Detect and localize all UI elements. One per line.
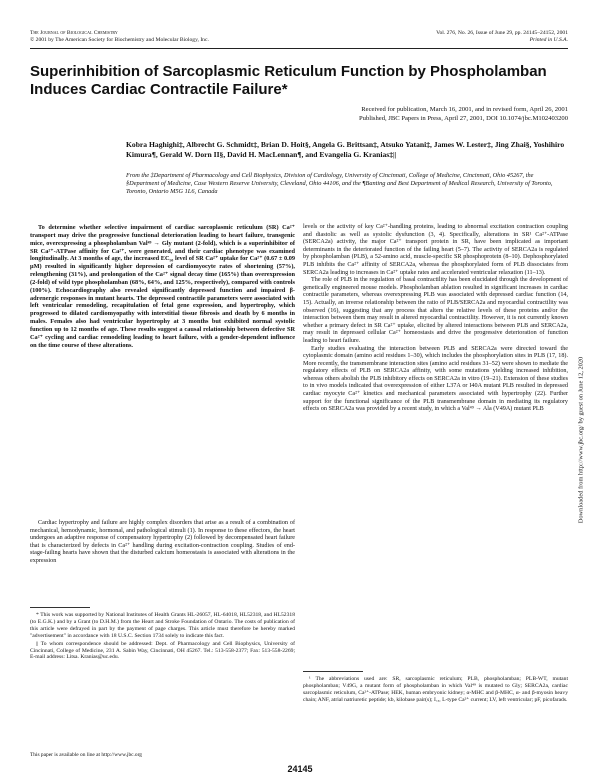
page-number: 24145 (287, 764, 313, 774)
footnotes (30, 612, 295, 662)
copyright-line: © 2001 by The American Society for Biochemistry and Molecular Biology, Inc. (30, 37, 209, 43)
body-paragraph: Early studies evaluating the interaction between PLB and SERCA2a were directed toward the cytoplasmic domain (amino acid residues 1–30), which includes the phosphorylation sites in PLB (17, 18). More recently, the transmembrane interaction sites (amino acid residues 31–52) were shown to mediate the regulatory effects of PLB on SERCA2a affinity, with some mutations yielding increased inhibition, whereas others abolish the PLB inhibitory effects on SERCA2a in vitro (19–21). Extension of these studies to in vivo models indicated that overexpression of either L37A or I40A mutant PLB resulted in depressed cardiac myocyte Ca²⁺ kinetics and mechanical parameters associated with hypertrophy (22). Further support for the functional significance of the PLB transmembrane domain in mediating its regulatory effects on SERCA2a was provided by a recent study, in which a Val⁴⁹ → Ala (V49A) mutant PLB (303, 345, 568, 413)
journal-header-left (30, 30, 209, 44)
body-paragraph: levels or the activity of key Ca²⁺-handling proteins, leading to abnormal excitation contraction coupling and diastolic as well as systolic dysfunction (3, 4). Specifically, alterations in SR¹ Ca²⁺-ATPase (SERCA2a) activity, the major Ca²⁺ transport protein in SR, have been implicated as important determinants in the deteriorated function of the failing heart (5–7). The activity of SERCA2a is regulated by phospholamban (PLB), a 52-amino acid, muscle-specific SR phosphoprotein (8–10). Dephosphorylated PLB inhibits the Ca²⁺ affinity of SERCA2a, whereas the phosphorylated form of PLB dissociates from SERCA2a leading to increases in Ca²⁺ uptake rates and accelerated ventricular relaxation (11–13). (303, 224, 568, 276)
download-watermark (574, 270, 588, 610)
article-title: Superinhibition of Sarcoplasmic Reticulum Function by Phospholamban Induces Cardiac Contractile Failure* (30, 63, 547, 98)
journal-name: The Journal of Biological Chemistry (30, 30, 118, 36)
published-info: Published, JBC Papers in Press, April 27, 2001, DOI 10.1074/jbc.M102403200 (359, 114, 568, 122)
abbreviations-text: ¹ The abbreviations used are: SR, sarcoplasmic reticulum; PLB, phospholamban; PLB-WT, mutant phospholamban; V49G, a mutant form of phospholamban in which Val⁴⁹ is mutated to Gly; SERCA2a, cardiac sarcoplasmic reticulum, Ca²⁺-ATPase; HEK, human embryonic kidney; α-MHC and β-MHC, α- and β-myosin heavy chain; ANF, atrial natriuretic peptide; kb, kilobase pair(s); I꜀ₐ, L-type Ca²⁺ current; LV, left ventricular; pF, picofarads. (303, 676, 568, 703)
received-dates: Received for publication, March 16, 2001, and in revised form, April 26, 2001 (361, 106, 568, 113)
funding-footnote: * This work was supported by National Institutes of Health Grants HL-26057, HL-64018, HL52318, and HL52318 (to E.G.K.) and by a Grant (to D.H.M.) from the Heart and Stroke Foundation of Ontario. The costs of publication of this article were defrayed in part by the payment of page charges. This article must therefore be hereby marked "advertisement" in accordance with 18 U.S.C. Section 1734 solely to indicate this fact. (30, 612, 295, 639)
right-column (303, 224, 568, 414)
abstract (30, 224, 295, 350)
abbreviations-footnote (303, 676, 568, 704)
affiliations: From the ‡Department of Pharmacology and Cell Biophysics, Division of Cardiology, University of Cincinnati, College of Medicine, Cincinnati, Ohio 45267, the §Department of Medicine, Case Western Reserve University, Cleveland, Ohio 44106, and the ¶Banting and Best Department of Medical Research, University of Toronto, Toronto, Ontario M5G 1L6, Canada (126, 172, 553, 195)
correspondence-footnote: || To whom correspondence should be addressed: Dept. of Pharmacology and Cell Biophysics, University of Cincinnati, College of Medicine, 231 A. Sabin Way, Cincinnati, OH 45267. Tel.: 513-558-2377; Fax: 513-558-2269; E-mail address: Litsa. Kranias@uc.edu. (30, 640, 295, 661)
body-paragraph: The role of PLB in the regulation of basal contractility has been elucidated through the development of genetically engineered mouse models. Phospholamban ablation resulted in significant increases in cardiac contractile parameters, whereas overexpressing PLB was associated with depressed cardiac function (14, 15). Actually, an inverse relationship between the ratio of PLB/SERCA2a and myocardial contractility was observed (16), suggesting that any process that alters the relative levels of these proteins and/or the interaction between them may result in altered myocardial contractility. However, it is not currently known whether a primary defect in SR Ca²⁺ uptake, elicited by altered interactions between PLB and SERCA2a, may result in depressed cellular Ca²⁺ homeostasis and drive the progressive deterioration of function leading to heart failure. (303, 277, 568, 344)
abstract-text: To determine whether selective impairment of cardiac sarcoplasmic reticulum (SR) Ca²⁺ transport may drive the progressive functional deterioration leading to heart failure, transgenic mice, overexpressing a phospholamban Val⁴⁹ → Gly mutant (2-fold), which is a superinhibitor of SR Ca²⁺-ATPase affinity for Ca²⁺, were generated, and their cardiac phenotype was examined longitudinally. At 3 months of age, the increased EC₅₀ level of SR Ca²⁺ uptake for Ca²⁺ (0.67 ± 0.09 μM) resulted in significantly higher depression of cardiomyocyte rates of shortening (57%), relengthening (31%), and prolongation of the Ca²⁺ signal decay time (165%) than overexpression (2-fold) of wild type phospholamban (68%, 64%, and 125%, respectively), compared with controls (100%). Echocardiography also revealed significantly depressed function and impaired β-adrenergic responses in mutant hearts. The depressed contractile parameters were associated with left ventricular remodeling, recapitulation of fetal gene expression, and hypertrophy, which progressed to dilated cardiomyopathy with interstitial tissue fibrosis and death by 6 months in males. Females also had ventricular hypertrophy at 3 months but exhibited normal systolic function up to 12 months of age. These results suggest a causal relationship between defective SR Ca²⁺ cycling and cardiac remodeling leading to heart failure, with a gender-dependent influence on the time course of these alterations. (30, 224, 295, 349)
download-watermark-text: Downloaded from http://www.jbc.org/ by guest on June 12, 2020 (577, 356, 585, 524)
abbrev-rule (303, 671, 363, 672)
journal-header-right (436, 30, 568, 44)
intro-paragraph: Cardiac hypertrophy and failure are highly complex disorders that arise as a result of a combination of mechanical, hemodynamic, hormonal, and pathological stimuli (1). In response to these effectors, the heart undergoes an adaptive response of compensatory hypertrophy (2) followed by decompensated heart failure that is characterized by defects in Ca²⁺ handling during excitation-contraction coupling. Studies of end-stage-failing hearts have shown that the disturbed calcium homeostasis is associated with alterations in the expression (30, 520, 295, 564)
author-list: Kobra Haghighi‡, Albrecht G. Schmidt‡, Brian D. Hoit§, Angela G. Brittsan‡, Atsuko Yatani‡, James W. Lester‡, Jing Zhai§, Yoshihiro Kimura¶, Gerald W. Dorn II§, David H. MacLennan¶, and Evangelia G. Kranias‡|| (126, 140, 565, 159)
received-info (148, 106, 568, 123)
printed-in: Printed in U.S.A. (529, 37, 568, 43)
introduction-start (30, 520, 295, 566)
issue-info: Vol. 276, No. 26, Issue of June 29, pp. 24145–24152, 2001 (436, 30, 568, 36)
footer-availability: This paper is available on line at http://www.jbc.org (30, 752, 142, 758)
footnote-rule (30, 607, 90, 608)
header-rule (30, 48, 568, 49)
